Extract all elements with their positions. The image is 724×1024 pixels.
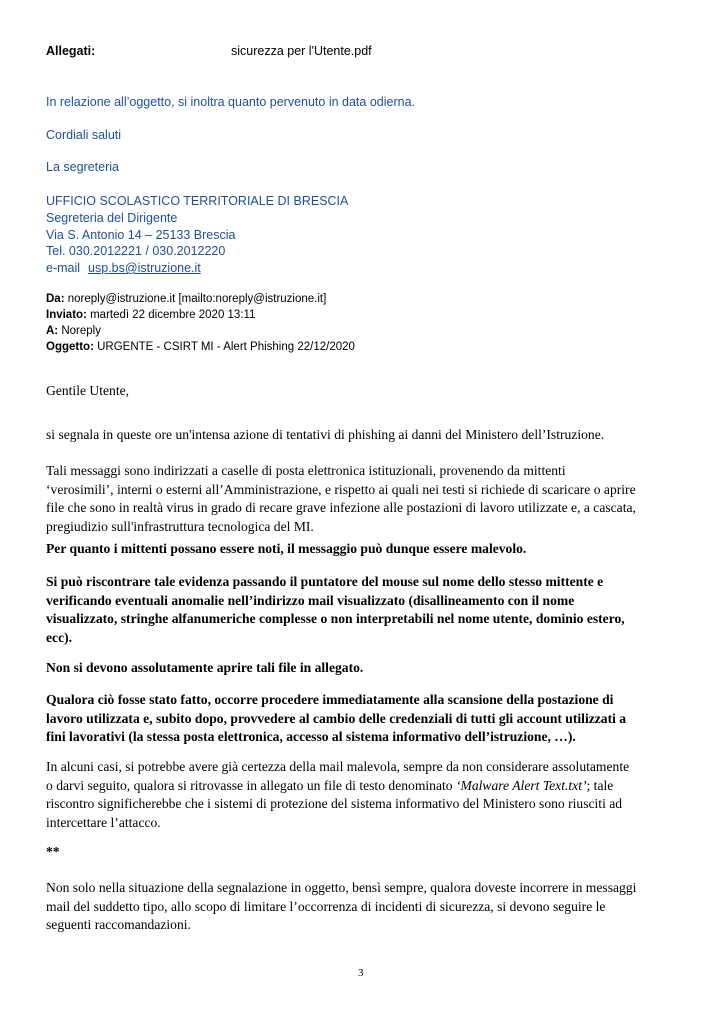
paragraph-line: lavoro utilizzata e, subito dopo, provvedere al cambio delle credenziali di tutti gli account utilizzati a <box>46 710 627 726</box>
sent-value: martedì 22 dicembre 2020 13:11 <box>90 309 256 321</box>
separator-stars <box>46 843 686 862</box>
paragraph-line: Qualora ciò fosse stato fatto, occorre procedere immediatamente alla scansione della postazione di <box>46 692 614 707</box>
office-email-line <box>46 260 201 276</box>
paragraph-line: Non si devono assolutamente aprire tali file in allegato. <box>46 660 364 675</box>
to-label: A: <box>46 325 59 337</box>
email-link[interactable]: usp.bs@istruzione.it <box>88 261 201 275</box>
office-name: UFFICIO SCOLASTICO TERRITORIALE DI BRESCIA <box>46 194 349 208</box>
stars-line: ** <box>46 844 60 859</box>
paragraph-line: riscontro significherebbe che i sistemi di protezione del sistema informativo del Ministero sono riusciti ad <box>46 796 623 812</box>
subject-label: Oggetto: <box>46 341 94 353</box>
sent-label: Inviato: <box>46 309 87 321</box>
paragraph-line: intercettare l’attacco. <box>46 814 161 830</box>
paragraph-line: Per quanto i mittenti possano essere noti, il messaggio può dunque essere malevolo. <box>46 541 527 556</box>
sender-name: La segreteria <box>46 160 119 174</box>
malware-filename: ‘Malware Alert Text.txt’ <box>455 777 587 793</box>
paragraph-6 <box>46 691 686 747</box>
paragraph-line: si segnala in queste ore un'intensa azione di tentativi di phishing ai danni del Ministero dell’Istruzione. <box>46 427 605 442</box>
paragraph-4 <box>46 573 686 647</box>
paragraph-line <box>46 777 686 796</box>
greeting-line: Gentile Utente, <box>46 383 130 398</box>
paragraph-line: visualizzato, stringhe alfanumeriche complesse o non interpretabili nel nome utente, dominio estero, <box>46 611 625 627</box>
from-label: Da: <box>46 293 65 305</box>
header-to <box>46 323 101 339</box>
office-phone: Tel. 030.2012221 / 030.2012220 <box>46 244 226 258</box>
paragraph-line: pregiudizio sull'infrastruttura tecnologica del MI. <box>46 518 314 534</box>
paragraph-line: ecc). <box>46 629 73 645</box>
office-address: Via S. Antonio 14 – 25133 Brescia <box>46 228 236 242</box>
paragraph-line: Non solo nella situazione della segnalazione in oggetto, bensì sempre, qualora doveste incorrere in messaggi <box>46 880 637 895</box>
paragraph-line: ‘verosimili’, interni o esterni all’Amministrazione, e rispetto ai quali nei testi si richiede di scaricare o aprire <box>46 481 636 497</box>
paragraph-5 <box>46 659 686 678</box>
attachments-label: Allegati: <box>46 44 96 58</box>
attachment-file[interactable]: sicurezza per l'Utente.pdf <box>231 44 372 58</box>
paragraph-2 <box>46 462 686 536</box>
forward-intro: In relazione all’oggetto, si inoltra quanto pervenuto in data odierna. <box>46 95 416 109</box>
from-value: noreply@istruzione.it [mailto:noreply@istruzione.it] <box>67 293 327 305</box>
paragraph-line: In alcuni casi, si potrebbe avere già certezza della mail malevola, sempre da non considerare assolutamente <box>46 759 630 774</box>
body-greeting <box>46 382 686 401</box>
text-run: o darvi seguito, qualora si ritrovasse in allegato un file di testo denominato <box>46 777 456 793</box>
paragraph-line: fini lavorativi (la stessa posta elettronica, accesso al sistema informativo dell’istruzione, …). <box>46 729 576 745</box>
paragraph-line: file che sono in realtà virus in grado di recare grave infezione alle postazioni di lavoro utilizzate e, a cascata, <box>46 500 636 516</box>
paragraph-line: verificando eventuali anomalie nell’indirizzo mail visualizzato (disallineamento con il nome <box>46 592 575 608</box>
paragraph-line: Tali messaggi sono indirizzati a caselle di posta elettronica istituzionali, provenendo da mittenti <box>46 463 566 478</box>
email-label: e-mail <box>46 261 81 275</box>
paragraph-line: seguenti raccomandazioni. <box>46 917 191 933</box>
paragraph-line: Si può riscontrare tale evidenza passando il puntatore del mouse sul nome dello stesso mittente e <box>46 574 604 589</box>
paragraph-7 <box>46 758 686 832</box>
header-from <box>46 291 326 307</box>
text-run: ; tale <box>586 777 614 793</box>
to-value: Noreply <box>61 325 101 337</box>
office-dept: Segreteria del Dirigente <box>46 211 178 225</box>
header-subject <box>46 339 355 355</box>
paragraph-8 <box>46 879 686 935</box>
header-sent <box>46 307 255 323</box>
paragraph-1 <box>46 426 686 445</box>
closing-greeting: Cordiali saluti <box>46 128 122 142</box>
subject-value: URGENTE - CSIRT MI - Alert Phishing 22/12/2020 <box>97 341 355 353</box>
page-number: 3 <box>358 967 364 979</box>
paragraph-line: mail del suddetto tipo, allo scopo di limitare l’occorrenza di incidenti di sicurezza, si devono seguire le <box>46 898 606 914</box>
paragraph-3 <box>46 540 686 559</box>
